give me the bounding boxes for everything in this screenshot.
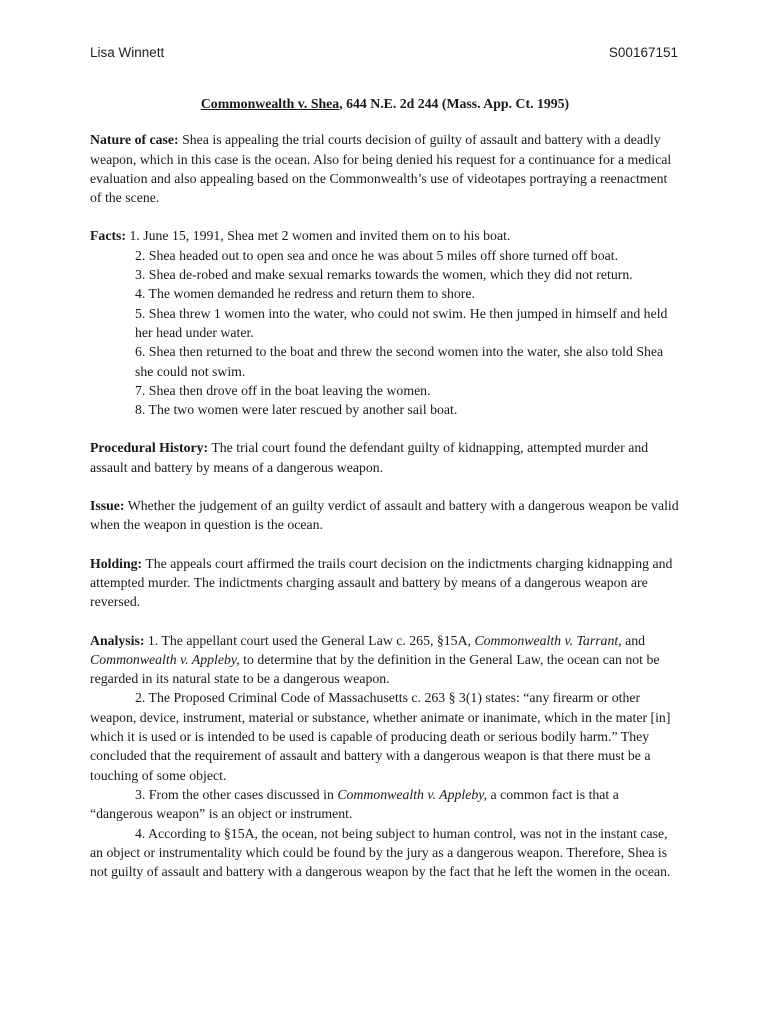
fact-item: 5. Shea threw 1 women into the water, who could not swim. He then jumped in himself and held her head under water. xyxy=(135,305,668,340)
fact-item: 6. Shea then returned to the boat and threw the second women into the water, she also told Shea she could not swim. xyxy=(135,344,664,379)
analysis-text: 3. From the other cases discussed in xyxy=(135,786,338,802)
document-body xyxy=(90,94,680,900)
fact-item: 7. Shea then drove off in the boat leaving the women. xyxy=(135,382,431,398)
holding-section xyxy=(90,554,680,612)
case-title xyxy=(90,94,680,113)
issue-text: Whether the judgement of an guilty verdict of assault and battery with a dangerous weapon be valid when the weapon in question is the ocean. xyxy=(90,498,679,533)
case-citation: , 644 N.E. 2d 244 (Mass. App. Ct. 1995) xyxy=(339,96,570,111)
page-header xyxy=(90,45,678,60)
fact-item: 1. June 15, 1991, Shea met 2 women and invited them on to his boat. xyxy=(126,228,511,244)
issue-label: Issue: xyxy=(90,498,125,514)
fact-item: 2. Shea headed out to open sea and once he was about 5 miles off shore turned off boat. xyxy=(135,247,619,263)
nature-section xyxy=(90,130,680,207)
analysis-paragraph: 2. The Proposed Criminal Code of Massachusetts c. 263 § 3(1) states: “any firearm or other weapon, device, instrument, material or substance, whether animate or inanimate, which in the mater [in] which it is used or is intended to be used is capable of producing death or serious bodily harm.” They concluded that the requirement of assault and battery with a dangerous weapon is that there must be a touching of some object. xyxy=(90,690,671,783)
procedural-text: The trial court found the defendant guilty of kidnapping, attempted murder and assault and battery by means of a dangerous weapon. xyxy=(90,440,649,475)
analysis-paragraph xyxy=(90,785,680,824)
issue-section xyxy=(90,496,680,535)
student-id: S00167151 xyxy=(608,45,678,60)
case-reference: Commonwealth v. Appleby, xyxy=(90,651,240,667)
procedural-section xyxy=(90,438,680,477)
procedural-label: Procedural History: xyxy=(90,440,209,456)
case-name: Commonwealth v. Shea xyxy=(200,96,340,111)
analysis-text: a common fact is that a “dangerous weapon” is an object or instrument. xyxy=(90,786,619,822)
analysis-label: Analysis: xyxy=(90,632,145,648)
analysis-text: 1. The appellant court used the General Law c. 265, §15A, xyxy=(144,632,475,648)
facts-label: Facts: xyxy=(90,228,127,244)
analysis-text: to determine that by the definition in the General Law, the ocean can not be regarded in its natural state to be a dangerous weapon. xyxy=(90,651,660,687)
holding-label: Holding: xyxy=(90,555,143,571)
fact-item: 3. Shea de-robed and make sexual remarks towards the women, which they did not return. xyxy=(135,267,633,283)
case-reference: Commonwealth v. Tarrant, xyxy=(474,632,622,648)
holding-text: The appeals court affirmed the trails court decision on the indictments charging kidnapping and attempted murder. The indictments charging assault and battery by means of a dangerous weapon are reversed. xyxy=(90,555,673,610)
analysis-text: and xyxy=(621,632,646,648)
case-reference: Commonwealth v. Appleby, xyxy=(337,786,488,802)
analysis-paragraph: 4. According to §15A, the ocean, not being subject to human control, was not in the instant case, an object or instrumentality which could be found by the jury as a dangerous weapon. Therefore, Shea is not guilty of assault and battery with a dangerous weapon by the fact that he left the women in the ocean. xyxy=(90,825,671,880)
nature-label: Nature of case: xyxy=(90,132,179,148)
facts-section xyxy=(90,226,680,419)
analysis-section xyxy=(90,631,680,882)
nature-text: Shea is appealing the trial courts decision of guilty of assault and battery with a deadly weapon, which in this case is the ocean. Also for being denied his request for a continuance for a medical evaluation and also appealing based on the Commonwealth’s use of videotapes portraying a reenactment of the scene. xyxy=(90,132,672,206)
author-name: Lisa Winnett xyxy=(90,45,165,60)
fact-item: 8. The two women were later rescued by another sail boat. xyxy=(135,402,458,418)
fact-item: 4. The women demanded he redress and return them to shore. xyxy=(135,286,475,302)
